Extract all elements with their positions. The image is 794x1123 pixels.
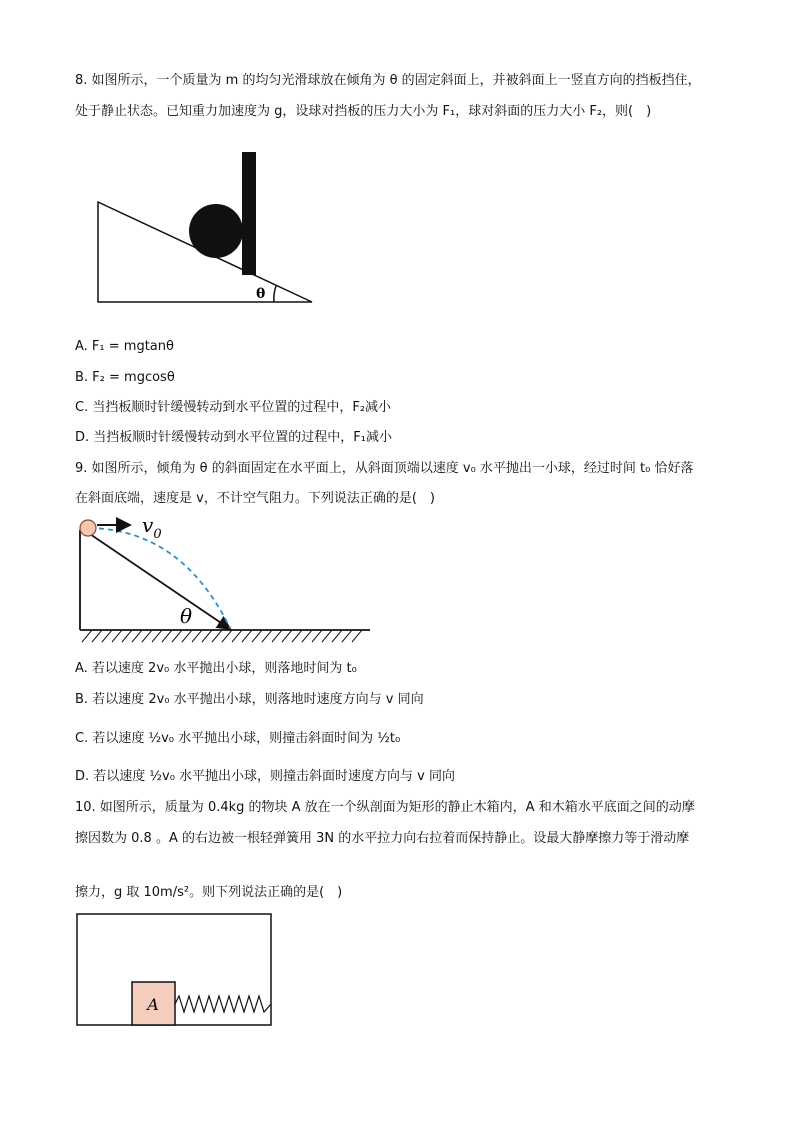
ground-hatching — [82, 630, 362, 642]
q8-incline-ball-figure — [90, 148, 320, 308]
v0-label: $v_0$ — [142, 513, 162, 542]
q9-stem-line2: 在斜面底端，速度是 v，不计空气阻力。下列说法正确的是( ) — [75, 491, 435, 506]
theta-label: θ — [256, 286, 266, 302]
q10-box-spring-figure — [75, 912, 275, 1030]
ball — [189, 204, 243, 258]
q10-stem-line3: 擦力，g 取 10m/s²。则下列说法正确的是( ) — [75, 885, 343, 900]
theta-label: θ — [180, 604, 193, 628]
q9-option-d: D. 若以速度 ½v₀ 水平抛出小球，则撞击斜面时速度方向与 v 同向 — [75, 769, 456, 784]
q9-stem-line1: 9. 如图所示，倾角为 θ 的斜面固定在水平面上，从斜面顶端以速度 v₀ 水平抛出一小球，经过时间 t₀ 恰好落 — [75, 461, 694, 476]
q9-option-a: A. 若以速度 2v₀ 水平抛出小球，则落地时间为 t₀ — [75, 661, 357, 676]
q8-option-d: D. 当挡板顺时针缓慢转动到水平位置的过程中，F₁减小 — [75, 430, 392, 445]
block-a-label: A — [147, 995, 159, 1014]
q10-stem-line1: 10. 如图所示，质量为 0.4kg 的物块 A 放在一个纵剖面为矩形的静止木箱内，A 和木箱水平底面之间的动摩 — [75, 800, 695, 815]
trajectory-dashed — [90, 528, 230, 628]
baffle-board — [242, 152, 256, 275]
q9-option-c: C. 若以速度 ½v₀ 水平抛出小球，则撞击斜面时间为 ½t₀ — [75, 731, 401, 746]
q9-projectile-figure — [72, 510, 372, 645]
q9-option-b: B. 若以速度 2v₀ 水平抛出小球，则落地时速度方向与 v 同向 — [75, 692, 424, 707]
q8-option-a: A. F₁ = mgtanθ — [75, 339, 174, 354]
q8-option-b: B. F₂ = mgcosθ — [75, 370, 175, 385]
q8-stem-line2: 处于静止状态。已知重力加速度为 g，设球对挡板的压力大小为 F₁，球对斜面的压力大小 F₂，则( ) — [75, 104, 652, 119]
q8-option-c: C. 当挡板顺时针缓慢转动到水平位置的过程中，F₂减小 — [75, 400, 392, 415]
incline-arrow — [84, 530, 230, 629]
ball — [80, 520, 96, 536]
q8-stem-line1: 8. 如图所示，一个质量为 m 的均匀光滑球放在倾角为 θ 的固定斜面上，并被斜面上一竖直方向的挡板挡住， — [75, 73, 701, 88]
q10-stem-line2: 擦因数为 0.8 。A 的右边被一根轻弹簧用 3N 的水平拉力向右拉着而保持静止。设最大静摩擦力等于滑动摩 — [75, 831, 690, 846]
